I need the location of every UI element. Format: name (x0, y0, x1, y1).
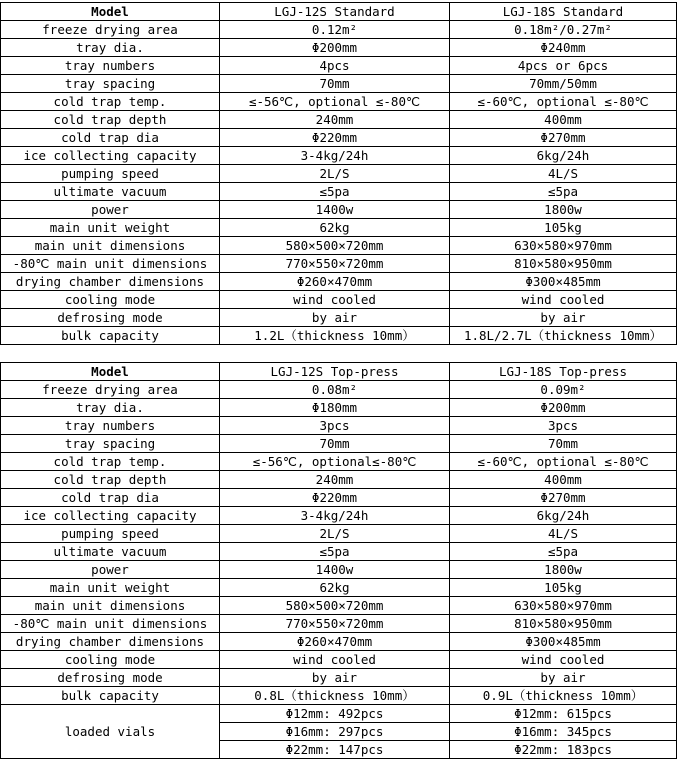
spec-label-cell: tray spacing (1, 435, 220, 453)
spec-value-cell: Φ260×470mm (220, 633, 450, 651)
spec-value-cell: ≤5pa (450, 183, 677, 201)
spec-label-cell: ultimate vacuum (1, 543, 220, 561)
spec-value-cell: 1800w (450, 201, 677, 219)
vials-value-cell: Φ16mm: 297pcs (220, 723, 450, 741)
top-press-spec-table (0, 362, 677, 759)
table-row (1, 507, 677, 525)
spec-label-cell: main unit weight (1, 219, 220, 237)
spec-label-cell: tray spacing (1, 75, 220, 93)
table-row (1, 39, 677, 57)
spec-value-cell: 62kg (220, 219, 450, 237)
spec-value-cell: Φ200mm (220, 39, 450, 57)
spec-value-cell: ≤5pa (220, 543, 450, 561)
table-row (1, 579, 677, 597)
table-row (1, 399, 677, 417)
model-header-cell: Model (1, 363, 220, 381)
spec-value-cell: 0.9L（thickness 10mm） (450, 687, 677, 705)
table-row (1, 237, 677, 255)
table-row (1, 435, 677, 453)
spec-value-cell: Φ300×485mm (450, 633, 677, 651)
spec-value-cell: 105kg (450, 579, 677, 597)
spec-value-cell: wind cooled (450, 651, 677, 669)
spec-value-cell: 105kg (450, 219, 677, 237)
spec-value-cell: wind cooled (450, 291, 677, 309)
spec-value-cell: by air (450, 309, 677, 327)
spec-value-cell: Φ300×485mm (450, 273, 677, 291)
spec-value-cell: 810×580×950mm (450, 615, 677, 633)
spec-value-cell: 770×550×720mm (220, 615, 450, 633)
vials-value-cell: Φ12mm: 615pcs (450, 705, 677, 723)
spec-value-cell: 4pcs (220, 57, 450, 75)
table-row (1, 525, 677, 543)
spec-label-cell: freeze drying area (1, 21, 220, 39)
model-name-cell: LGJ-12S Standard (220, 3, 450, 21)
spec-value-cell: 240mm (220, 111, 450, 129)
table-row (1, 561, 677, 579)
spec-value-cell: 1.8L/2.7L（thickness 10mm） (450, 327, 677, 345)
spec-value-cell: 3pcs (450, 417, 677, 435)
spec-value-cell: ≤5pa (220, 183, 450, 201)
spec-label-cell: cooling mode (1, 291, 220, 309)
spec-value-cell: 580×500×720mm (220, 237, 450, 255)
table-row (1, 651, 677, 669)
spec-value-cell: 1800w (450, 561, 677, 579)
spec-label-cell: cold trap dia (1, 129, 220, 147)
spec-value-cell: ≤-56℃, optional≤-80℃ (220, 453, 450, 471)
table-row (1, 57, 677, 75)
spec-value-cell: 630×580×970mm (450, 597, 677, 615)
table-row (1, 129, 677, 147)
spec-value-cell: 630×580×970mm (450, 237, 677, 255)
spec-value-cell: ≤5pa (450, 543, 677, 561)
table-row (1, 147, 677, 165)
table-row (1, 219, 677, 237)
spec-value-cell: by air (220, 669, 450, 687)
table-row (1, 453, 677, 471)
spec-value-cell: ≤-60℃, optional ≤-80℃ (450, 93, 677, 111)
spec-label-cell: freeze drying area (1, 381, 220, 399)
spec-value-cell: 4L/S (450, 525, 677, 543)
spec-label-cell: cold trap temp. (1, 93, 220, 111)
spec-label-cell: ultimate vacuum (1, 183, 220, 201)
model-name-cell: LGJ-18S Top-press (450, 363, 677, 381)
model-name-cell: LGJ-12S Top-press (220, 363, 450, 381)
spec-label-cell: ice collecting capacity (1, 147, 220, 165)
spec-label-cell: pumping speed (1, 525, 220, 543)
vials-value-cell: Φ22mm: 147pcs (220, 741, 450, 759)
table-row (1, 183, 677, 201)
table-row (1, 75, 677, 93)
spec-label-cell: -80℃ main unit dimensions (1, 615, 220, 633)
spec-value-cell: 0.08m² (220, 381, 450, 399)
top-press-spec-table-body (1, 363, 677, 759)
spec-value-cell: 0.12m² (220, 21, 450, 39)
spec-value-cell: Φ270mm (450, 129, 677, 147)
spec-label-cell: cold trap dia (1, 489, 220, 507)
spec-value-cell: 770×550×720mm (220, 255, 450, 273)
spec-value-cell: by air (450, 669, 677, 687)
table-row (1, 327, 677, 345)
model-name-cell: LGJ-18S Standard (450, 3, 677, 21)
spec-label-cell: defrosing mode (1, 309, 220, 327)
spec-label-cell: cold trap temp. (1, 453, 220, 471)
spec-value-cell: Φ260×470mm (220, 273, 450, 291)
table-row (1, 111, 677, 129)
vials-label-cell: loaded vials (1, 705, 220, 759)
spec-value-cell: 62kg (220, 579, 450, 597)
spec-label-cell: drying chamber dimensions (1, 273, 220, 291)
spec-label-cell: tray numbers (1, 417, 220, 435)
spec-value-cell: ≤-60℃, optional ≤-80℃ (450, 453, 677, 471)
spec-label-cell: tray numbers (1, 57, 220, 75)
spec-label-cell: defrosing mode (1, 669, 220, 687)
table-header-row (1, 363, 677, 381)
vials-value-cell: Φ12mm: 492pcs (220, 705, 450, 723)
table-row (1, 597, 677, 615)
standard-spec-table-body (1, 3, 677, 345)
spec-value-cell: 0.8L（thickness 10mm） (220, 687, 450, 705)
table-row (1, 471, 677, 489)
spec-value-cell: 4pcs or 6pcs (450, 57, 677, 75)
spec-value-cell: 70mm (450, 435, 677, 453)
spec-value-cell: by air (220, 309, 450, 327)
spec-value-cell: ≤-56℃, optional ≤-80℃ (220, 93, 450, 111)
model-header-cell: Model (1, 3, 220, 21)
spec-value-cell: 4L/S (450, 165, 677, 183)
spec-label-cell: power (1, 201, 220, 219)
spec-value-cell: 400mm (450, 111, 677, 129)
spec-value-cell: 580×500×720mm (220, 597, 450, 615)
spec-value-cell: 0.18m²/0.27m² (450, 21, 677, 39)
spec-value-cell: Φ220mm (220, 129, 450, 147)
spec-label-cell: main unit dimensions (1, 597, 220, 615)
spec-value-cell: 70mm (220, 435, 450, 453)
standard-spec-table (0, 2, 677, 345)
table-header-row (1, 3, 677, 21)
spec-label-cell: tray dia. (1, 39, 220, 57)
spec-value-cell: 1400w (220, 201, 450, 219)
spec-label-cell: bulk capacity (1, 327, 220, 345)
spec-value-cell: 0.09m² (450, 381, 677, 399)
table-row (1, 615, 677, 633)
spec-value-cell: 2L/S (220, 165, 450, 183)
spec-value-cell: Φ200mm (450, 399, 677, 417)
table-row (1, 255, 677, 273)
spec-value-cell: wind cooled (220, 651, 450, 669)
spec-label-cell: -80℃ main unit dimensions (1, 255, 220, 273)
table-row (1, 381, 677, 399)
spec-label-cell: pumping speed (1, 165, 220, 183)
spec-value-cell: 400mm (450, 471, 677, 489)
spec-value-cell: wind cooled (220, 291, 450, 309)
spec-label-cell: cold trap depth (1, 471, 220, 489)
spec-value-cell: Φ180mm (220, 399, 450, 417)
table-row (1, 309, 677, 327)
table-row (1, 489, 677, 507)
table-row (1, 669, 677, 687)
spec-value-cell: 6kg/24h (450, 147, 677, 165)
spec-value-cell: 3-4kg/24h (220, 147, 450, 165)
table-row (1, 273, 677, 291)
spec-value-cell: 1400w (220, 561, 450, 579)
table-row (1, 93, 677, 111)
vials-value-cell: Φ22mm: 183pcs (450, 741, 677, 759)
vials-row (1, 705, 677, 723)
table-row (1, 633, 677, 651)
spec-value-cell: 240mm (220, 471, 450, 489)
spec-label-cell: drying chamber dimensions (1, 633, 220, 651)
spec-label-cell: ice collecting capacity (1, 507, 220, 525)
table-row (1, 21, 677, 39)
spec-label-cell: bulk capacity (1, 687, 220, 705)
vials-value-cell: Φ16mm: 345pcs (450, 723, 677, 741)
spec-label-cell: power (1, 561, 220, 579)
spec-value-cell: Φ270mm (450, 489, 677, 507)
table-row (1, 543, 677, 561)
spec-label-cell: tray dia. (1, 399, 220, 417)
spec-label-cell: cooling mode (1, 651, 220, 669)
spec-value-cell: 6kg/24h (450, 507, 677, 525)
table-row (1, 165, 677, 183)
spec-value-cell: Φ240mm (450, 39, 677, 57)
spec-value-cell: Φ220mm (220, 489, 450, 507)
spec-label-cell: main unit dimensions (1, 237, 220, 255)
spec-value-cell: 2L/S (220, 525, 450, 543)
spec-label-cell: cold trap depth (1, 111, 220, 129)
spec-value-cell: 3-4kg/24h (220, 507, 450, 525)
spec-value-cell: 3pcs (220, 417, 450, 435)
table-row (1, 201, 677, 219)
table-row (1, 417, 677, 435)
table-row (1, 687, 677, 705)
table-row (1, 291, 677, 309)
spec-value-cell: 70mm/50mm (450, 75, 677, 93)
spec-value-cell: 70mm (220, 75, 450, 93)
spec-label-cell: main unit weight (1, 579, 220, 597)
spec-value-cell: 810×580×950mm (450, 255, 677, 273)
spec-value-cell: 1.2L（thickness 10mm） (220, 327, 450, 345)
